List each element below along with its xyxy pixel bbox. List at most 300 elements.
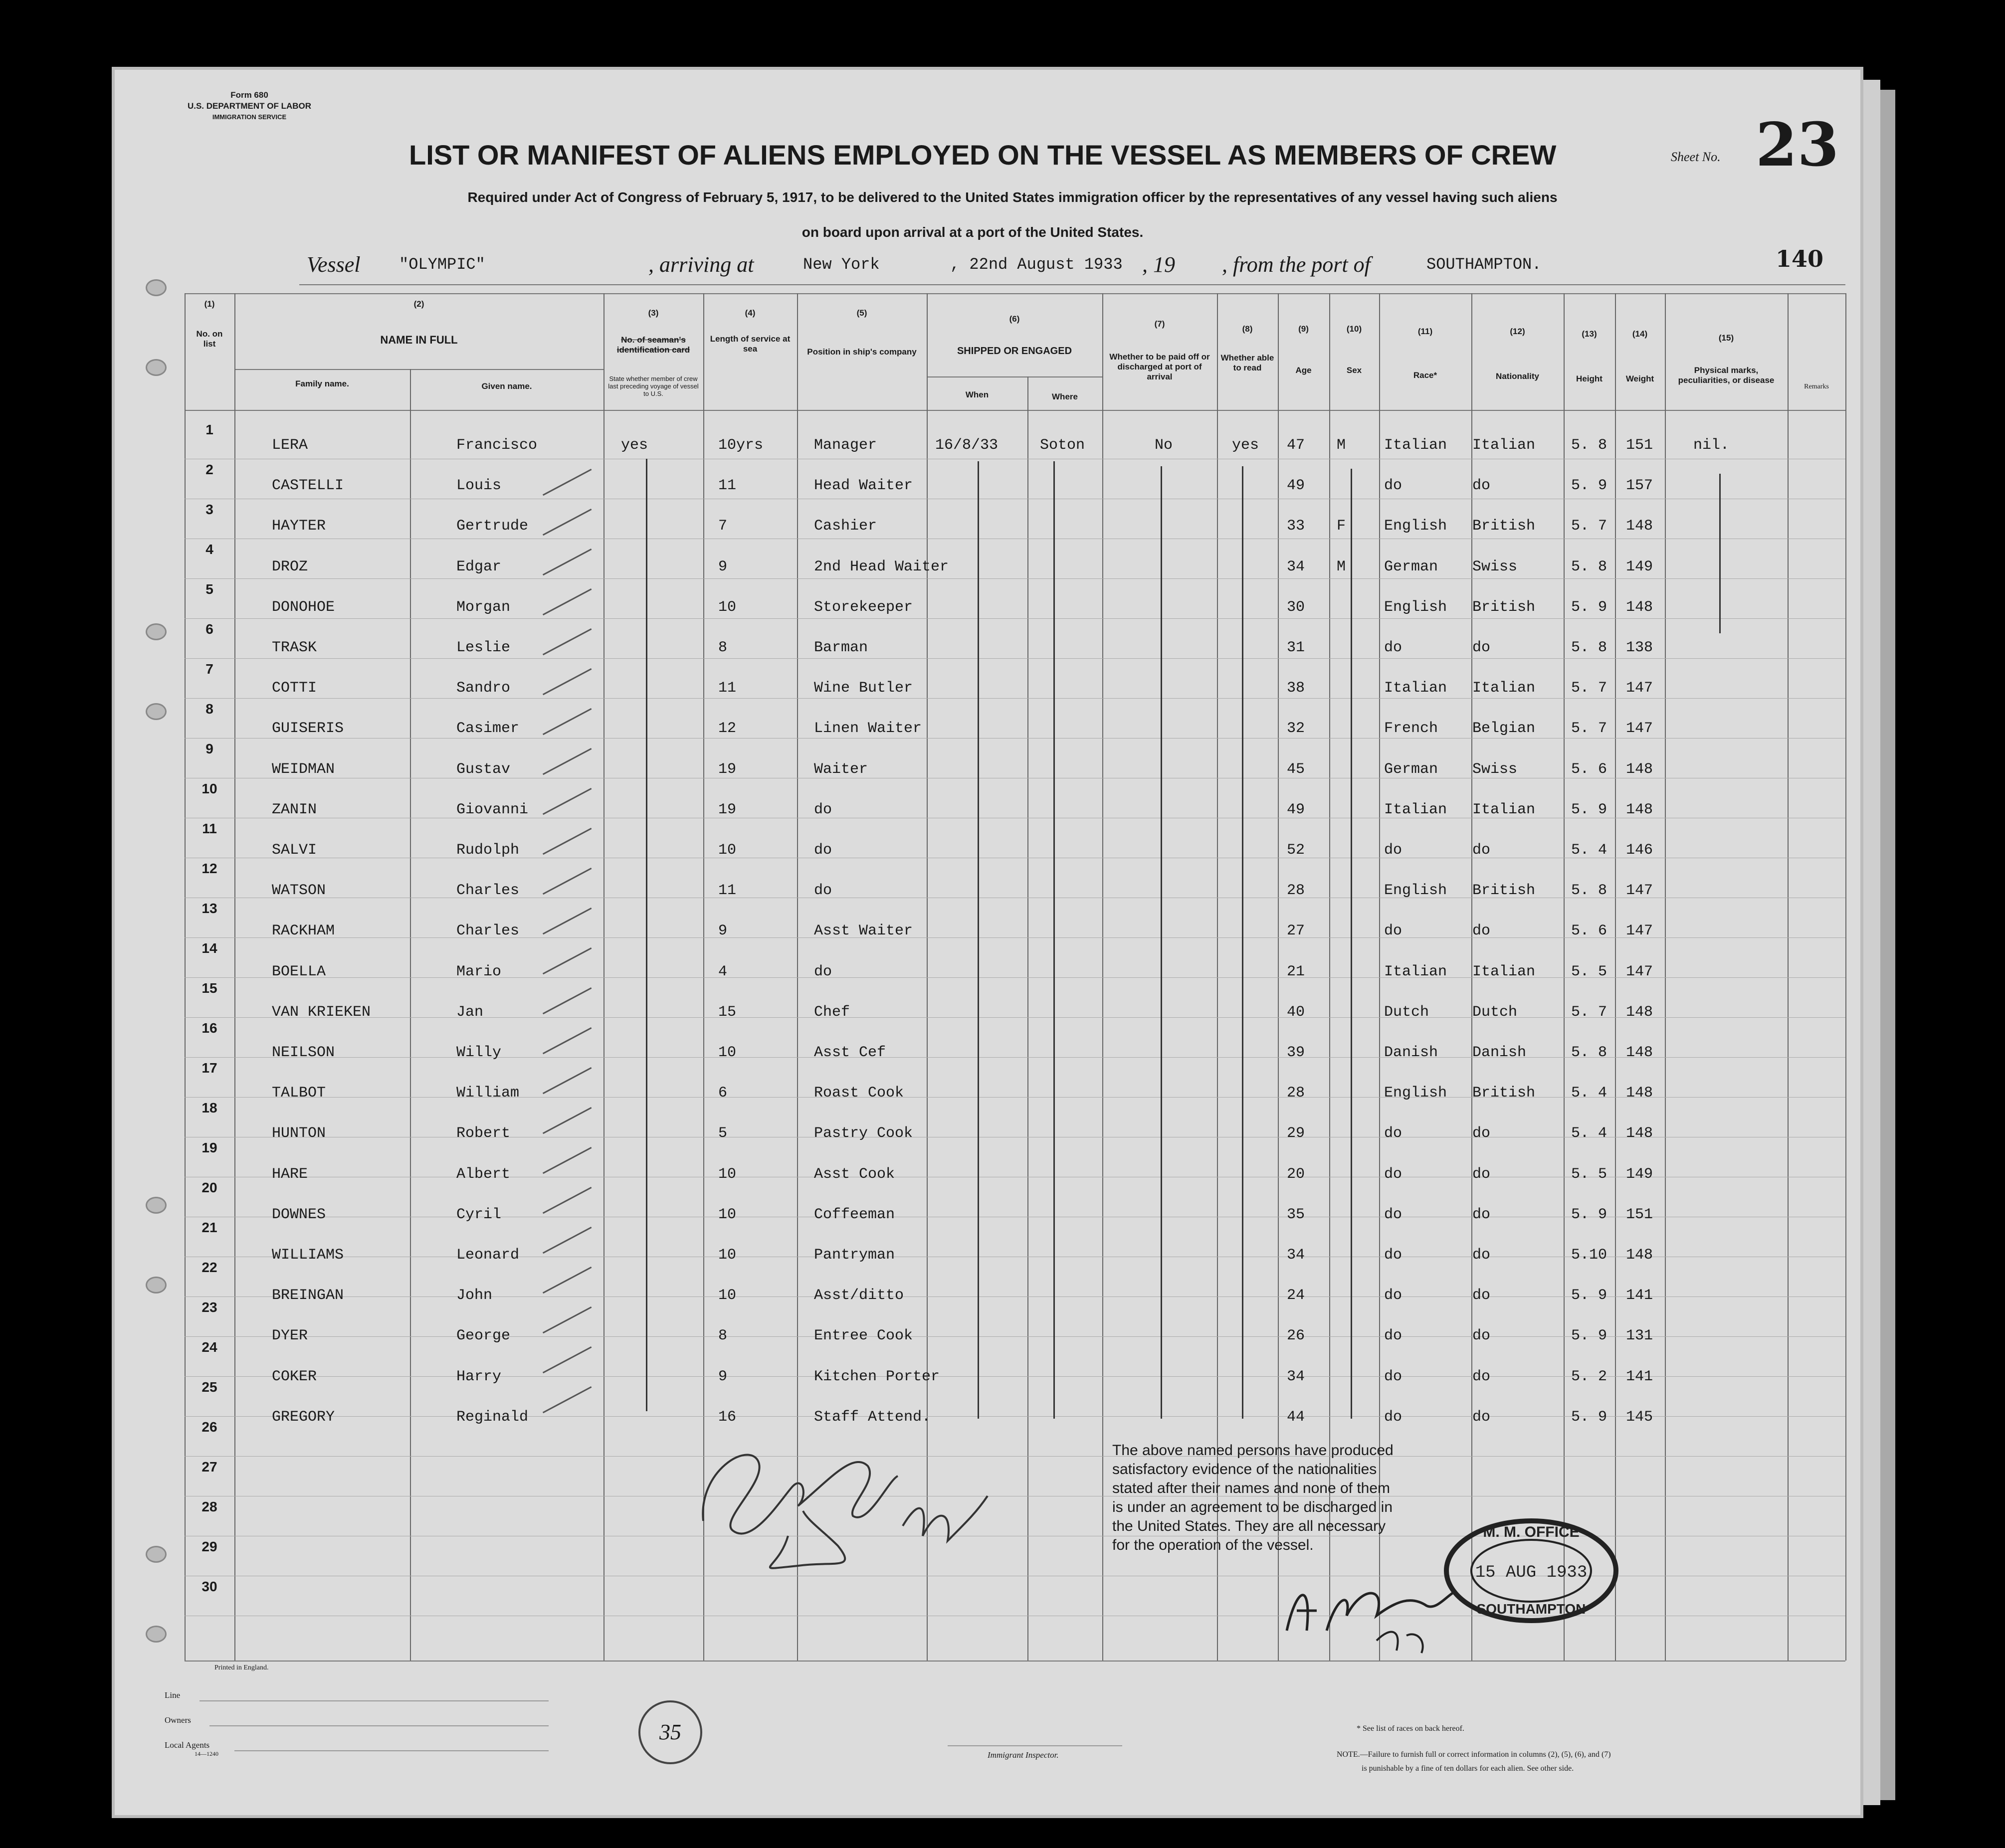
ditto-stroke [1719,474,1721,633]
service-length-cell: 11 [718,882,737,900]
age-cell: 40 [1287,1003,1305,1021]
given-name-cell: George [456,1327,511,1345]
given-name-cell: Leslie [456,639,511,656]
nationality-cell: do [1472,1327,1491,1345]
family-name-cell: GUISERIS [272,720,344,738]
from-label: , from the port of [1222,252,1371,277]
service-length-cell: 10 [718,1165,737,1183]
name-subheader-line [234,369,603,370]
family-name-cell: DROZ [272,558,308,575]
height-cell: 5. 9 [1571,1206,1607,1223]
nationality-cell: Swiss [1472,760,1518,778]
race-cell: German [1384,558,1438,575]
row-line [185,618,1845,619]
row-number: 21 [201,1220,217,1235]
age-cell: 49 [1287,477,1305,495]
height-cell: 5. 9 [1571,477,1607,495]
height-cell: 5. 8 [1571,882,1607,900]
owners-label: Owners [165,1715,191,1725]
nationality-cell: British [1472,598,1536,616]
position-cell: Chef [814,1003,850,1021]
service-length-cell: 11 [718,680,737,697]
service-length-cell: 10 [718,842,737,859]
header-where: Where [1052,392,1078,401]
line-label: Line [165,1690,181,1700]
header-given-name: Given name. [481,381,532,391]
punch-hole [146,359,167,376]
prev-voyage-cell: yes [621,437,648,454]
year-label: , 19 [1142,252,1175,277]
inspector-signature [688,1421,1012,1581]
given-name-cell: Jan [456,1003,484,1021]
stamp-date: 15 AUG 1933 [1475,1563,1588,1582]
row-number: 23 [201,1299,217,1315]
weight-cell: 147 [1626,720,1653,738]
family-name-cell: WATSON [272,882,326,900]
family-name-cell: BOELLA [272,963,326,980]
position-cell: do [814,842,832,859]
col-number-5: (5) [856,308,867,318]
arriving-port: New York [803,255,880,274]
age-cell: 20 [1287,1165,1305,1183]
age-cell: 27 [1287,923,1305,940]
row-number: 1 [205,422,213,437]
position-cell: Storekeeper [814,598,913,616]
position-cell: Wine Butler [814,680,913,697]
nationality-cell: Italian [1472,680,1536,697]
service-length-cell: 8 [718,1327,728,1345]
header-weight: Weight [1625,374,1654,383]
family-name-cell: DOWNES [272,1206,326,1223]
weight-cell: 148 [1626,1003,1653,1021]
fine-note-1: NOTE.—Failure to furnish full or correct information in columns (2), (5), (6), and (7) [1337,1750,1611,1759]
col-divider [1027,376,1028,1661]
sheet-label: Sheet No. [1671,150,1721,164]
service-length-cell: 12 [718,720,737,738]
row-number: 16 [201,1020,217,1036]
arrival-date: , 22nd August 1933 [950,255,1123,274]
nationality-cell: do [1472,1247,1491,1264]
col-divider [410,369,411,1661]
circled-number [638,1700,702,1764]
given-name-cell: Gustav [456,760,511,778]
department: U.S. DEPARTMENT OF LABOR [187,101,312,111]
position-cell: Head Waiter [814,477,913,495]
weight-cell: 141 [1626,1287,1653,1304]
given-name-cell: Cyril [456,1206,502,1223]
race-cell: do [1384,842,1403,859]
age-cell: 33 [1287,518,1305,535]
service-length-cell: 4 [718,963,728,980]
position-cell: Entree Cook [814,1327,913,1345]
owners-field [209,1725,549,1726]
row-number: 11 [202,821,217,836]
circled-number-text: 35 [659,1720,681,1744]
weight-cell: 151 [1626,437,1653,454]
given-name-cell: Mario [456,963,502,980]
given-name-cell: John [456,1287,493,1304]
nationality-cell: British [1472,518,1536,535]
race-cell: Dutch [1384,1003,1429,1021]
row-number: 27 [201,1459,217,1475]
position-cell: Staff Attend. [814,1408,931,1426]
page-title: LIST OR MANIFEST OF ALIENS EMPLOYED ON THE VESSEL AS MEMBERS OF CREW [409,139,1557,171]
race-cell: do [1384,1408,1403,1426]
family-name-cell: TRASK [272,639,317,656]
given-name-cell: Charles [456,882,520,900]
family-name-cell: RACKHAM [272,923,335,940]
col-number-3: (3) [648,308,659,318]
race-cell: French [1384,720,1438,738]
header-shipped: SHIPPED OR ENGAGED [957,346,1072,357]
race-cell: Italian [1384,680,1447,697]
weight-cell: 148 [1626,598,1653,616]
nationality-cell: Italian [1472,437,1536,454]
position-cell: Asst/ditto [814,1287,904,1304]
family-name-cell: ZANIN [272,801,317,818]
header-height: Height [1576,374,1603,383]
ditto-stroke [1242,466,1243,1419]
given-name-cell: Giovanni [456,801,529,818]
given-name-cell: William [456,1085,520,1102]
weight-cell: 151 [1626,1206,1653,1223]
family-name-cell: DYER [272,1327,308,1345]
weight-cell: 148 [1626,760,1653,778]
age-cell: 32 [1287,720,1305,738]
given-name-cell: Harry [456,1368,502,1385]
height-cell: 5. 6 [1571,760,1607,778]
service-length-cell: 9 [718,1368,728,1385]
age-cell: 39 [1287,1044,1305,1061]
family-name-cell: HARE [272,1165,308,1183]
row-number: 25 [201,1379,217,1395]
nationality-cell: do [1472,1165,1491,1183]
given-name-cell: Sandro [456,680,511,697]
given-name-cell: Willy [456,1044,502,1061]
given-name-cell: Charles [456,923,520,940]
race-cell: do [1384,1125,1403,1142]
col-number-7: (7) [1154,319,1165,329]
table-top-line [185,293,1845,294]
row-number: 10 [201,781,217,796]
row-number: 2 [205,462,213,477]
height-cell: 5. 2 [1571,1368,1607,1385]
ditto-stroke [1161,466,1162,1419]
nationality-cell: British [1472,1085,1536,1102]
row-number: 8 [205,701,213,717]
weight-cell: 148 [1626,518,1653,535]
race-cell: English [1384,1085,1447,1102]
position-cell: Roast Cook [814,1085,904,1102]
row-number: 5 [205,581,213,597]
given-name-cell: Albert [456,1165,511,1183]
row-number: 4 [205,542,213,557]
sheet-number: 23 [1756,110,1839,180]
col-number-9: (9) [1298,324,1309,334]
height-cell: 5. 6 [1571,923,1607,940]
race-cell: English [1384,882,1447,900]
row-number: 30 [201,1579,217,1594]
agent-signature [1277,1556,1486,1656]
position-cell: Manager [814,437,877,454]
race-footnote: * See list of races on back hereof. [1357,1724,1464,1733]
position-cell: Waiter [814,760,868,778]
notice-line: The above named persons have produced [1112,1442,1394,1459]
header-name-in-full: NAME IN FULL [380,334,458,346]
position-cell: Cashier [814,518,877,535]
age-cell: 45 [1287,760,1305,778]
row-line [185,1456,1845,1457]
row-number: 7 [205,661,213,677]
ditto-stroke [1053,461,1055,1419]
nationality-cell: do [1472,1125,1491,1142]
family-name-cell: HUNTON [272,1125,326,1142]
vessel-label: Vessel [307,252,361,277]
age-cell: 21 [1287,963,1305,980]
position-cell: do [814,801,832,818]
ditto-stroke [1351,469,1352,1419]
age-cell: 44 [1287,1408,1305,1426]
sex-cell: M [1337,558,1346,575]
height-cell: 5. 7 [1571,518,1607,535]
header-length-service: Length of service at sea [710,334,791,354]
header-when: When [965,390,989,399]
service-length-cell: 10yrs [718,437,764,454]
height-cell: 5.10 [1571,1247,1607,1264]
col-number-12: (12) [1510,327,1525,336]
stamp-bottom-text: SOUTHAMPTON [1476,1601,1586,1617]
weight-cell: 148 [1626,1085,1653,1102]
position-cell: Pastry Cook [814,1125,913,1142]
arriving-label: , arriving at [648,252,754,277]
service-length-cell: 16 [718,1408,737,1426]
height-cell: 5. 7 [1571,680,1607,697]
row-number: 12 [201,861,217,876]
table-bottom-line [185,1661,1845,1662]
col-number-15: (15) [1718,333,1734,343]
punch-hole [146,1197,167,1214]
service-length-cell: 10 [718,1287,737,1304]
row-number: 15 [201,980,217,996]
race-cell: do [1384,1206,1403,1223]
col-number-8: (8) [1242,324,1253,334]
family-name-cell: COKER [272,1368,317,1385]
notice-line: stated after their names and none of them [1112,1480,1391,1496]
col-divider [1845,293,1846,1661]
row-number: 28 [201,1499,217,1514]
page-edge [1860,80,1880,1805]
row-number: 24 [201,1339,217,1355]
nationality-cell: Italian [1472,801,1536,818]
paid-off-cell: No [1155,437,1173,454]
age-cell: 29 [1287,1125,1305,1142]
race-cell: do [1384,639,1403,656]
header-age: Age [1295,366,1312,375]
header-sex: Sex [1346,366,1362,375]
service-length-cell: 7 [718,518,728,535]
weight-cell: 149 [1626,558,1653,575]
height-cell: 5. 4 [1571,1125,1607,1142]
family-name-cell: WILLIAMS [272,1247,344,1264]
service-length-cell: 15 [718,1003,737,1021]
notice-line: is under an agreement to be discharged in [1112,1499,1393,1515]
race-cell: Italian [1384,437,1447,454]
height-cell: 5. 8 [1571,639,1607,656]
shipped-where-cell: Soton [1040,437,1085,454]
family-name-cell: LERA [272,437,308,454]
given-name-cell: Francisco [456,437,538,454]
service-length-cell: 8 [718,639,728,656]
service-length-cell: 9 [718,558,728,575]
page-edge-back [1880,90,1895,1800]
nationality-cell: do [1472,639,1491,656]
weight-cell: 148 [1626,801,1653,818]
vessel-name: "OLYMPIC" [399,255,485,274]
col-number-2: (2) [413,299,424,309]
position-cell: do [814,882,832,900]
age-cell: 49 [1287,801,1305,818]
service-length-cell: 10 [718,1206,737,1223]
family-name-cell: SALVI [272,842,317,859]
age-cell: 52 [1287,842,1305,859]
weight-cell: 147 [1626,882,1653,900]
weight-cell: 147 [1626,680,1653,697]
row-number: 14 [201,940,217,956]
col-number-6: (6) [1009,314,1020,324]
notice-line: for the operation of the vessel. [1112,1537,1314,1553]
family-name-cell: BREINGAN [272,1287,344,1304]
punch-hole [146,1546,167,1563]
nationality-cell: do [1472,842,1491,859]
height-cell: 5. 7 [1571,1003,1607,1021]
age-cell: 30 [1287,598,1305,616]
given-name-cell: Morgan [456,598,511,616]
age-cell: 28 [1287,882,1305,900]
weight-cell: 131 [1626,1327,1653,1345]
family-name-cell: WEIDMAN [272,760,335,778]
family-name-cell: CASTELLI [272,477,344,495]
weight-cell: 148 [1626,1044,1653,1061]
family-name-cell: HAYTER [272,518,326,535]
able-read-cell: yes [1232,437,1259,454]
row-line [185,698,1845,699]
header-paid-off: Whether to be paid off or discharged at port of arrival [1109,352,1210,381]
ditto-stroke [978,461,979,1419]
row-line [185,578,1845,579]
header-no-on-list: No. on list [196,329,223,349]
given-name-cell: Gertrude [456,518,529,535]
given-name-cell: Casimer [456,720,520,738]
position-cell: Kitchen Porter [814,1368,940,1385]
race-cell: German [1384,760,1438,778]
punch-hole [146,279,167,296]
age-cell: 28 [1287,1085,1305,1102]
height-cell: 5. 5 [1571,1165,1607,1183]
race-cell: English [1384,518,1447,535]
weight-cell: 141 [1626,1368,1653,1385]
header-physical: Physical marks, peculiarities, or disease [1678,366,1775,385]
race-cell: Italian [1384,963,1447,980]
height-cell: 5. 8 [1571,437,1607,454]
position-cell: Asst Waiter [814,923,913,940]
race-cell: Italian [1384,801,1447,818]
notice-line: the United States. They are all necessary [1112,1518,1386,1534]
local-agents-field [234,1750,549,1751]
row-number: 9 [205,741,213,756]
family-name-cell: VAN KRIEKEN [272,1003,371,1021]
row-number: 29 [201,1539,217,1554]
height-cell: 5. 5 [1571,963,1607,980]
race-cell: English [1384,598,1447,616]
age-cell: 35 [1287,1206,1305,1223]
position-cell: Linen Waiter [814,720,922,738]
age-cell: 34 [1287,1247,1305,1264]
height-cell: 5. 9 [1571,1327,1607,1345]
nationality-cell: do [1472,1408,1491,1426]
declaration-notice [1112,1441,1394,1555]
from-port: SOUTHAMPTON. [1426,255,1542,274]
height-cell: 5. 8 [1571,1044,1607,1061]
position-cell: Pantryman [814,1247,895,1264]
ditto-stroke [646,459,647,1411]
row-number: 13 [201,901,217,916]
position-cell: do [814,963,832,980]
header-able-read: Whether able to read [1220,353,1274,372]
weight-cell: 147 [1626,963,1653,980]
given-name-cell: Louis [456,477,502,495]
row-number: 18 [201,1100,217,1115]
weight-cell: 147 [1626,923,1653,940]
position-cell: Asst Cef [814,1044,886,1061]
race-cell: Danish [1384,1044,1438,1061]
age-cell: 34 [1287,1368,1305,1385]
given-name-cell: Rudolph [456,842,520,859]
height-cell: 5. 9 [1571,801,1607,818]
weight-cell: 157 [1626,477,1653,495]
age-cell: 26 [1287,1327,1305,1345]
header-nationality: Nationality [1496,371,1539,381]
race-cell: do [1384,1165,1403,1183]
age-cell: 47 [1287,437,1305,454]
age-cell: 38 [1287,680,1305,697]
family-name-cell: GREGORY [272,1408,335,1426]
race-cell: do [1384,1327,1403,1345]
vessel-underline [299,284,1845,285]
notice-line: satisfactory evidence of the nationalities [1112,1461,1377,1478]
row-line [185,738,1845,739]
punch-hole [146,623,167,640]
header-family-name: Family name. [295,379,349,388]
page-number: 140 [1776,245,1824,272]
shipped-when-cell: 16/8/33 [935,437,999,454]
immigrant-inspector-line [948,1745,1122,1746]
height-cell: 5. 9 [1571,1287,1607,1304]
service-length-cell: 9 [718,923,728,940]
col-number-1: (1) [204,299,215,309]
weight-cell: 145 [1626,1408,1653,1426]
nationality-cell: British [1472,882,1536,900]
position-cell: Barman [814,639,868,656]
header-id-card: No. of seaman's identification card [616,335,690,355]
physical-marks-cell: nil. [1693,437,1730,454]
nationality-cell: do [1472,477,1491,495]
weight-cell: 148 [1626,1125,1653,1142]
row-number: 3 [205,502,213,517]
position-cell: Coffeeman [814,1206,895,1223]
header-bottom-line [185,410,1845,411]
height-cell: 5. 4 [1571,1085,1607,1102]
given-name-cell: Reginald [456,1408,529,1426]
